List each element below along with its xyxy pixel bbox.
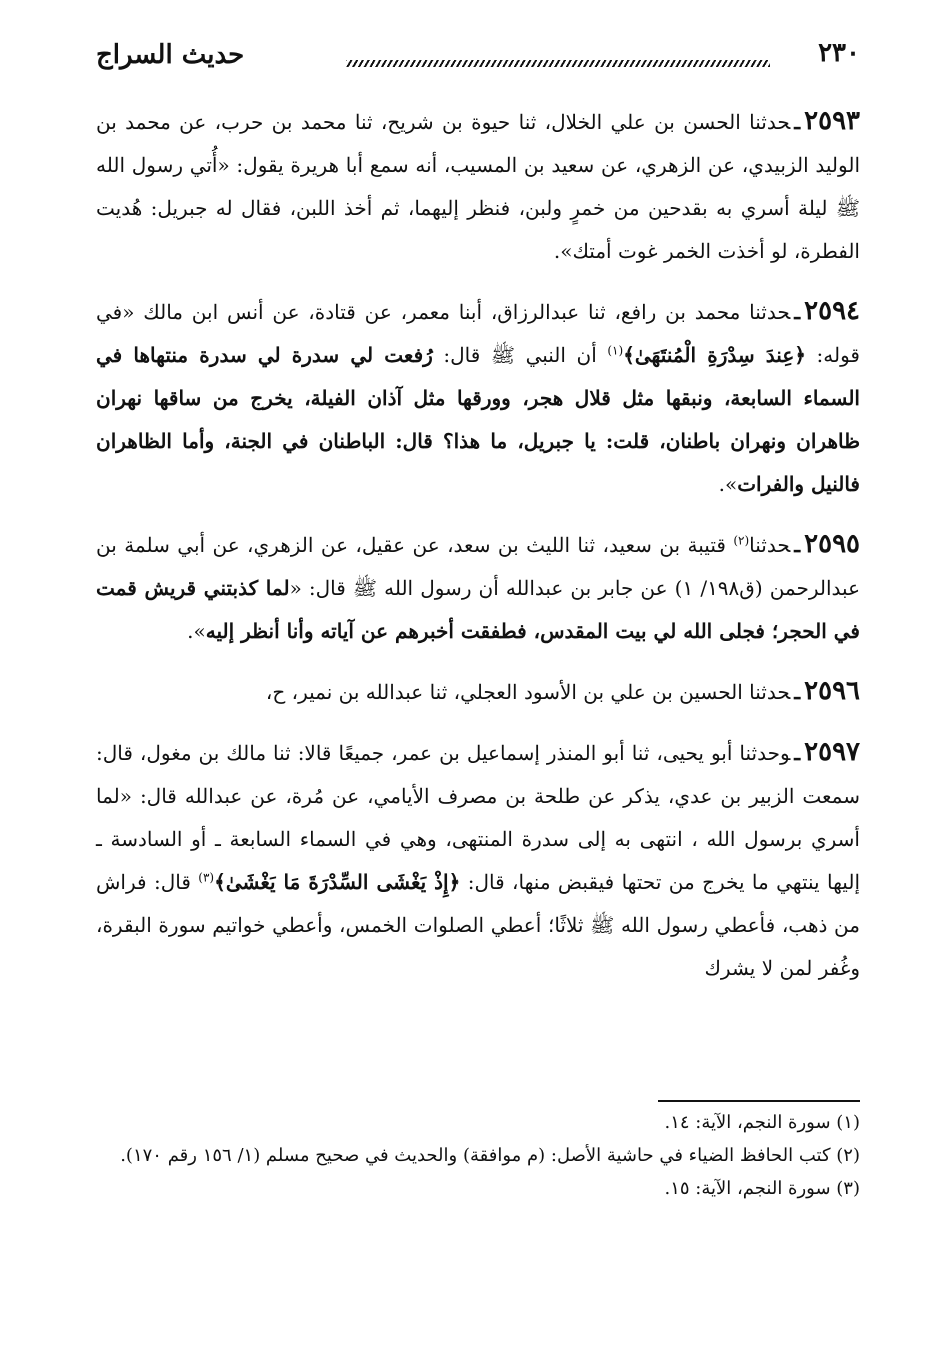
hadith-end: قال: فراش من ذهب، فأعطي رسول الله ﷺ ثلاثًا؛ أعطي الصلوات الخمس، وأعطي خواتيم سورة البقرة، وغُفر لمن لا يشرك <box>96 870 860 980</box>
hadith-2597: ٢٥٩٧ـوحدثنا أبو يحيى، ثنا أبو المنذر إسماعيل بن عمر، جميعًا قالا: ثنا مالك بن مغول، قال: سمعت الزبير بن عدي، يذكر عن طلحة بن مصرف الأيامي، عن مُرة، عن عبدالله قال: «لما أسري برسول الله ، انتهى به إلى سدرة المنتهى، وهي في السماء السابعة ـ أو السادسة ـ إليها ينتهي ما يخرج من تحتها فيقبض منها، قال: ﴿إِذْ يَغْشَى السِّدْرَةَ مَا يَغْشَىٰ﴾$^{(٣)}$ قال: فراش من ذهب، فأعطي رسول الله ﷺ ثلاثًا؛ أعطي الصلوات الخمس، وأعطي خواتيم سورة البقرة، وغُفر لمن لا يشرك <box>96 737 860 980</box>
hadith-matn: رُفعت لي سدرة لي سدرة منتهاها في السماء السابعة، ونبقها مثل قلال هجر، وورقها مثل آذان الفيلة، يخرج من ساقها نهران ظاهران ونهران باطنان، قلت: يا جبريل، ما هذا؟ قال: الباطنان في الجنة، وأما الظاهران فالنيل والفرات <box>96 343 861 496</box>
hadith-text: حدثنا الحسين بن علي بن الأسود العجلي، ثنا عبدالله بن نمير، ح، <box>265 680 791 704</box>
hadith-end: ». <box>187 619 206 643</box>
hadith-text-block <box>96 100 860 1007</box>
hadith-text: حدثنا الحسن بن علي الخلال، ثنا حيوة بن شريح، ثنا محمد بن حرب، عن محمد بن الوليد الزبيدي، عن الزهري، عن سعيد بن المسيب، أنه سمع أبا هريرة يقول: «أُتي رسول الله ﷺ ليلة أسري به بقدحين من خمرٍ ولبن، فنظر إليهما، ثم أخذ اللبن، فقال له جبريل: هُديت الفطرة، لو أخذت الخمر غوت أمتك». <box>96 110 860 263</box>
footnote-2: (٢) كتب الحافظ الضياء في حاشية الأصل: (م موافقة) والحديث في صحيح مسلم (١/ ١٥٦ رقم ١٧٠). <box>120 1145 860 1166</box>
footnote-marker: (١) <box>607 343 624 358</box>
footnote-marker: (٢) <box>733 533 750 548</box>
hadith-text: وحدثنا أبو يحيى، ثنا أبو المنذر إسماعيل بن عمر، جميعًا قالا: ثنا مالك بن مغول، قال: سمعت الزبير بن عدي، يذكر عن طلحة بن مصرف الأيامي، عن مُرة، عن عبدالله قال: «لما أسري برسول الله ، انتهى به إلى سدرة المنتهى، وهي في السماء السابعة ـ أو السادسة ـ إليها ينتهي ما يخرج من تحتها فيقبض منها، قال: <box>96 741 860 894</box>
hadith-2594: ٢٥٩٤ـحدثنا محمد بن رافع، ثنا عبدالرزاق، أبنا معمر، عن قتادة، عن أنس ابن مالك «في قوله: ﴿عِندَ سِدْرَةِ الْمُنتَهَىٰ﴾$^{(١)}$ أن النبي ﷺ قال: رُفعت لي سدرة لي سدرة منتهاها في السماء السابعة، ونبقها مثل قلال هجر، وورقها مثل آذان الفيلة، يخرج من ساقها نهران ظاهران ونهران باطنان، قلت: يا جبريل، ما هذا؟ قال: الباطنان في الجنة، وأما الظاهران فالنيل والفرات». <box>96 296 861 496</box>
hadith-intro: حدثنا محمد بن رافع، ثنا عبدالرزاق، أبنا معمر، عن قتادة، عن أنس ابن مالك «في قوله: <box>96 300 860 367</box>
book-title: حديث السراج <box>96 40 245 70</box>
page-header <box>96 38 860 78</box>
header-decorative-rule <box>346 60 770 67</box>
footnote-separator <box>658 1100 860 1102</box>
quran-verse: ﴿إِذْ يَغْشَى السِّدْرَةَ مَا يَغْشَىٰ﴾ <box>214 870 461 894</box>
hadith-2596: ٢٥٩٦ـحدثنا الحسين بن علي بن الأسود العجلي، ثنا عبدالله بن نمير، ح، <box>265 676 860 706</box>
footnote-marker: (٣) <box>198 870 215 885</box>
quran-verse: ﴿عِندَ سِدْرَةِ الْمُنتَهَىٰ﴾ <box>623 343 806 367</box>
page-number: ٢٣٠ <box>818 38 860 68</box>
hadith-number: ٢٥٩٤ <box>804 296 860 326</box>
hadith-number: ٢٥٩٧ <box>804 737 860 767</box>
hadith-text: قتيبة بن سعيد، ثنا الليث بن سعد، عن عقيل، عن الزهري، عن أبي سلمة بن عبدالرحمن (ق١٩٨/ ١) عن جابر بن عبدالله أن رسول الله ﷺ قال: « <box>96 533 861 600</box>
hadith-2595: ٢٥٩٥ـحدثنا$^{(٢)}$ قتيبة بن سعيد، ثنا الليث بن سعد، عن عقيل، عن الزهري، عن أبي سلمة بن عبدالرحمن (ق١٩٨/ ١) عن جابر بن عبدالله أن رسول الله ﷺ قال: «لما كذبتني قريش قمت في الحجر؛ فجلى الله لي بيت المقدس، فطفقت أخبرهم عن آياته وأنا أنظر إليه». <box>96 529 861 643</box>
hadith-number: ٢٥٩٣ <box>804 106 860 136</box>
hadith-text: أن النبي ﷺ قال: <box>432 343 608 367</box>
hadith-number: ٢٥٩٥ <box>804 529 860 559</box>
hadith-pre: حدثنا <box>749 533 791 557</box>
hadith-2593: ٢٥٩٣ـحدثنا الحسن بن علي الخلال، ثنا حيوة بن شريح، ثنا محمد بن حرب، عن محمد بن الوليد الزبيدي، عن الزهري، عن سعيد بن المسيب، أنه سمع أبا هريرة يقول: «أُتي رسول الله ﷺ ليلة أسري به بقدحين من خمرٍ ولبن، فنظر إليهما، ثم أخذ اللبن، فقال له جبريل: هُديت الفطرة، لو أخذت الخمر غوت أمتك». <box>96 106 860 263</box>
hadith-matn: لما كذبتني قريش قمت في الحجر؛ فجلى الله لي بيت المقدس، فطفقت أخبرهم عن آياته وأنا أنظر إليه <box>96 576 860 643</box>
hadith-number: ٢٥٩٦ <box>804 676 860 706</box>
hadith-end: ». <box>718 472 738 496</box>
footnote-1: (١) سورة النجم، الآية: ١٤. <box>664 1112 860 1133</box>
footnote-3: (٣) سورة النجم، الآية: ١٥. <box>664 1178 860 1199</box>
footnotes <box>78 1106 860 1205</box>
